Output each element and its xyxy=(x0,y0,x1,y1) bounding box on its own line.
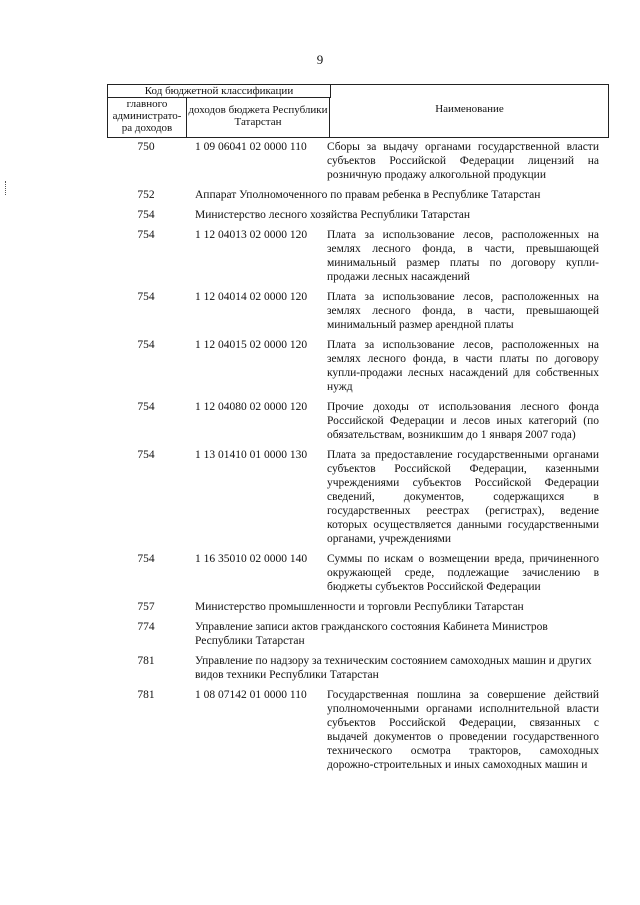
admin-code: 750 xyxy=(137,141,155,153)
admin-code: 757 xyxy=(137,601,155,613)
table-row xyxy=(107,338,607,394)
admin-code: 752 xyxy=(137,189,155,201)
table-row xyxy=(107,228,607,284)
table-row xyxy=(107,290,607,332)
admin-code: 754 xyxy=(137,449,155,461)
table-row xyxy=(107,448,607,546)
income-code: 1 09 06041 02 0000 110 xyxy=(195,141,307,153)
header-col-admin: главного администрато-ра доходов xyxy=(108,98,187,137)
income-name: Прочие доходы от использования лесного фонда Российской Федерации и лесов иных категорий (по обязательствам, возникшим до 1 января 2007 года) xyxy=(327,401,599,441)
admin-code: 774 xyxy=(137,621,155,633)
income-name: Сборы за выдачу органами государственной власти субъектов Российской Федерации лицензий на розничную продажу алкогольной продукции xyxy=(327,141,599,181)
administrator-name: Управление по надзору за техническим состоянием самоходных машин и других видов техники Республики Татарстан xyxy=(195,655,592,681)
admin-code: 754 xyxy=(137,339,155,351)
income-code: 1 13 01410 01 0000 130 xyxy=(195,449,308,461)
header-col-income: доходов бюджета Республики Татарстан xyxy=(187,98,330,137)
income-code: 1 08 07142 01 0000 110 xyxy=(195,689,307,701)
page-number: 9 xyxy=(316,52,324,67)
admin-code: 781 xyxy=(137,655,155,667)
income-name: Государственная пошлина за совершение действий уполномоченными органами исполнительной власти субъектов Российской Федерации, связанных с выдачей документов о проведении государственного технического осмотра тракторов, самоходных дорожно-строительных и иных самоходных машин и xyxy=(327,689,599,771)
administrator-name: Министерство лесного хозяйства Республики Татарстан xyxy=(195,209,471,221)
income-name: Суммы по искам о возмещении вреда, причиненного окружающей среде, подлежащие зачислению в бюджеты субъектов Российской Федерации xyxy=(327,553,599,593)
income-name: Плата за предоставление государственными органами субъектов Российской Федерации, казенными учреждениями субъектов Российской Федерации сведений, документов, содержащихся в государственных реестрах (регистрах), ведение которых осуществляется данными государственными органами, учреждениями xyxy=(327,449,599,545)
header-col-name: Наименование xyxy=(435,103,504,115)
table-row xyxy=(107,654,607,682)
table-row xyxy=(107,188,607,202)
income-name: Плата за использование лесов, расположенных на землях лесного фонда, в части, превышающей минимальный размер платы по договору купли-продажи лесных насаждений xyxy=(327,229,599,283)
income-code: 1 12 04013 02 0000 120 xyxy=(195,229,308,241)
income-code: 1 12 04080 02 0000 120 xyxy=(195,401,308,413)
header-group-title: Код бюджетной классификации xyxy=(108,85,331,98)
table-row xyxy=(107,140,607,182)
table-row xyxy=(107,688,607,772)
income-name: Плата за использование лесов, расположенных на землях лесного фонда, в части, превышающей минимальный размер арендной платы xyxy=(327,291,599,331)
admin-code: 754 xyxy=(137,209,155,221)
margin-mark xyxy=(5,181,10,195)
income-code: 1 12 04015 02 0000 120 xyxy=(195,339,308,351)
table-header xyxy=(107,84,609,138)
table-row xyxy=(107,400,607,442)
table-row xyxy=(107,620,607,648)
income-code: 1 16 35010 02 0000 140 xyxy=(195,553,308,565)
table-row xyxy=(107,600,607,614)
table-row xyxy=(107,208,607,222)
table-row xyxy=(107,552,607,594)
income-code: 1 12 04014 02 0000 120 xyxy=(195,291,308,303)
table-body xyxy=(107,140,607,778)
administrator-name: Министерство промышленности и торговли Республики Татарстан xyxy=(195,601,524,613)
administrator-name: Аппарат Уполномоченного по правам ребенка в Республике Татарстан xyxy=(195,189,541,201)
admin-code: 754 xyxy=(137,553,155,565)
income-name: Плата за использование лесов, расположенных на землях лесного фонда, в части платы по договору купли-продажи лесных насаждений для собственных нужд xyxy=(327,339,599,393)
admin-code: 754 xyxy=(137,291,155,303)
administrator-name: Управление записи актов гражданского состояния Кабинета Министров Республики Татарстан xyxy=(195,621,548,647)
admin-code: 754 xyxy=(137,401,155,413)
admin-code: 781 xyxy=(137,689,155,701)
admin-code: 754 xyxy=(137,229,155,241)
